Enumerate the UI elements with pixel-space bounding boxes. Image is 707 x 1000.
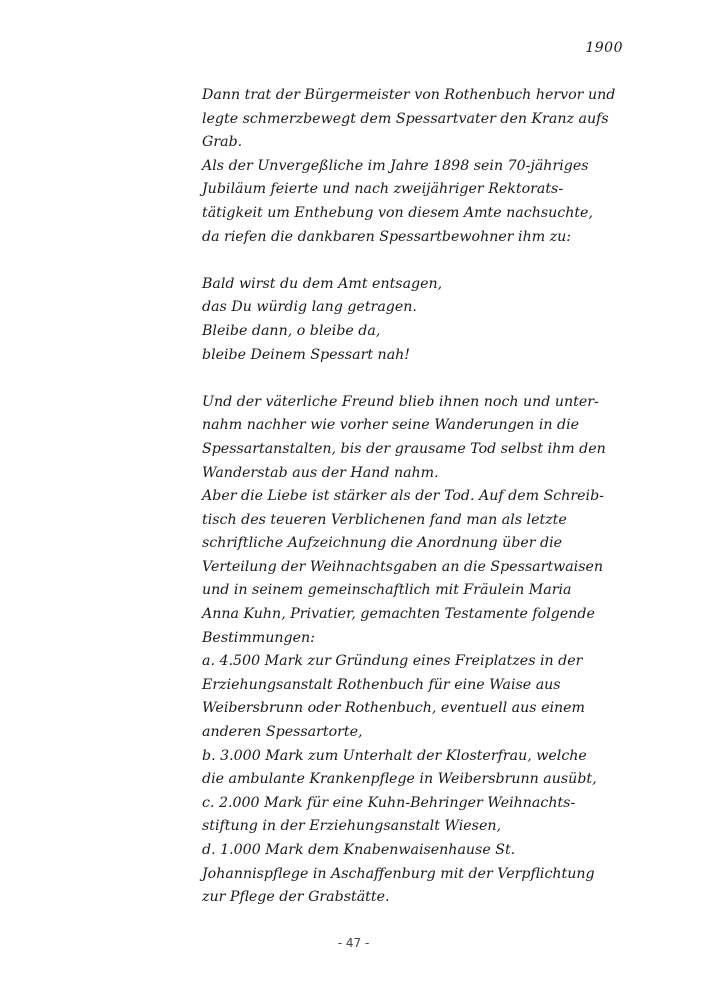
text-line: Und der väterliche Freund blieb ihnen noch und unter-: [202, 393, 599, 410]
text-line: bleibe Deinem Spessart nah!: [202, 346, 410, 363]
page-header-year: 1900: [585, 40, 623, 56]
text-line: Spessartanstalten, bis der grausame Tod selbst ihm den: [202, 440, 606, 457]
text-line: Jubiläum feierte und nach zweijähriger Rektorats-: [202, 181, 564, 198]
text-line: b. 3.000 Mark zum Unterhalt der Klosterfrau, welche: [202, 747, 587, 764]
text-line: Als der Unvergeßliche im Jahre 1898 sein 70-jähriges: [202, 157, 589, 174]
text-line: a. 4.500 Mark zur Gründung eines Freiplatzes in der: [202, 653, 583, 670]
text-line: Anna Kuhn, Privatier, gemachten Testamente folgende: [202, 606, 595, 623]
text-line: da riefen die dankbaren Spessartbewohner ihm zu:: [202, 228, 572, 245]
text-line: Bald wirst du dem Amt entsagen,: [202, 275, 443, 292]
text-line: Erziehungsanstalt Rothenbuch für eine Waise aus: [202, 676, 561, 693]
text-line: d. 1.000 Mark dem Knabenwaisenhause St.: [202, 842, 516, 858]
text-line: Wanderstab aus der Hand nahm.: [202, 464, 439, 481]
text-line: tisch des teueren Verblichenen fand man als letzte: [202, 511, 567, 528]
text-line: schriftliche Aufzeichnung die Anordnung über die: [202, 535, 563, 552]
text-line: das Du würdig lang getragen.: [202, 299, 417, 316]
text-line: Verteilung der Weihnachtsgaben an die Spessartwaisen: [202, 558, 604, 575]
blank-line: [202, 249, 622, 273]
text-line: Bestimmungen:: [202, 629, 315, 646]
text-line: die ambulante Krankenpflege in Weibersbrunn ausübt,: [202, 771, 597, 788]
page-number: - 47 -: [337, 936, 370, 950]
text-line: Dann trat der Bürgermeister von Rothenbuch hervor und: [202, 87, 616, 103]
text-line: nahm nachher wie vorher seine Wanderungen in die: [202, 417, 580, 434]
text-line: Aber die Liebe ist stärker als der Tod. Auf dem Schreib-: [202, 488, 604, 505]
text-line: stiftung in der Erziehungsanstalt Wiesen,: [202, 818, 501, 835]
text-line: Grab.: [202, 134, 243, 151]
text-line: zur Pflege der Grabstätte.: [202, 889, 390, 906]
text-line: legte schmerzbewegt dem Spessartvater den Kranz aufs: [202, 110, 609, 127]
text-line: Weibersbrunn oder Rothenbuch, eventuell aus einem: [202, 700, 585, 717]
blank-line: [202, 367, 622, 391]
text-line: c. 2.000 Mark für eine Kuhn-Behringer Weihnachts-: [202, 794, 576, 811]
text-line: anderen Spessartorte,: [202, 724, 363, 741]
text-line: Bleibe dann, o bleibe da,: [202, 322, 381, 339]
text-line: und in seinem gemeinschaftlich mit Fräulein Maria: [202, 582, 572, 599]
text-line: Johannispflege in Aschaffenburg mit der Verpflichtung: [202, 865, 595, 882]
handwritten-body-text: [202, 84, 622, 910]
text-line: tätigkeit um Enthebung von diesem Amte nachsuchte,: [202, 204, 593, 221]
